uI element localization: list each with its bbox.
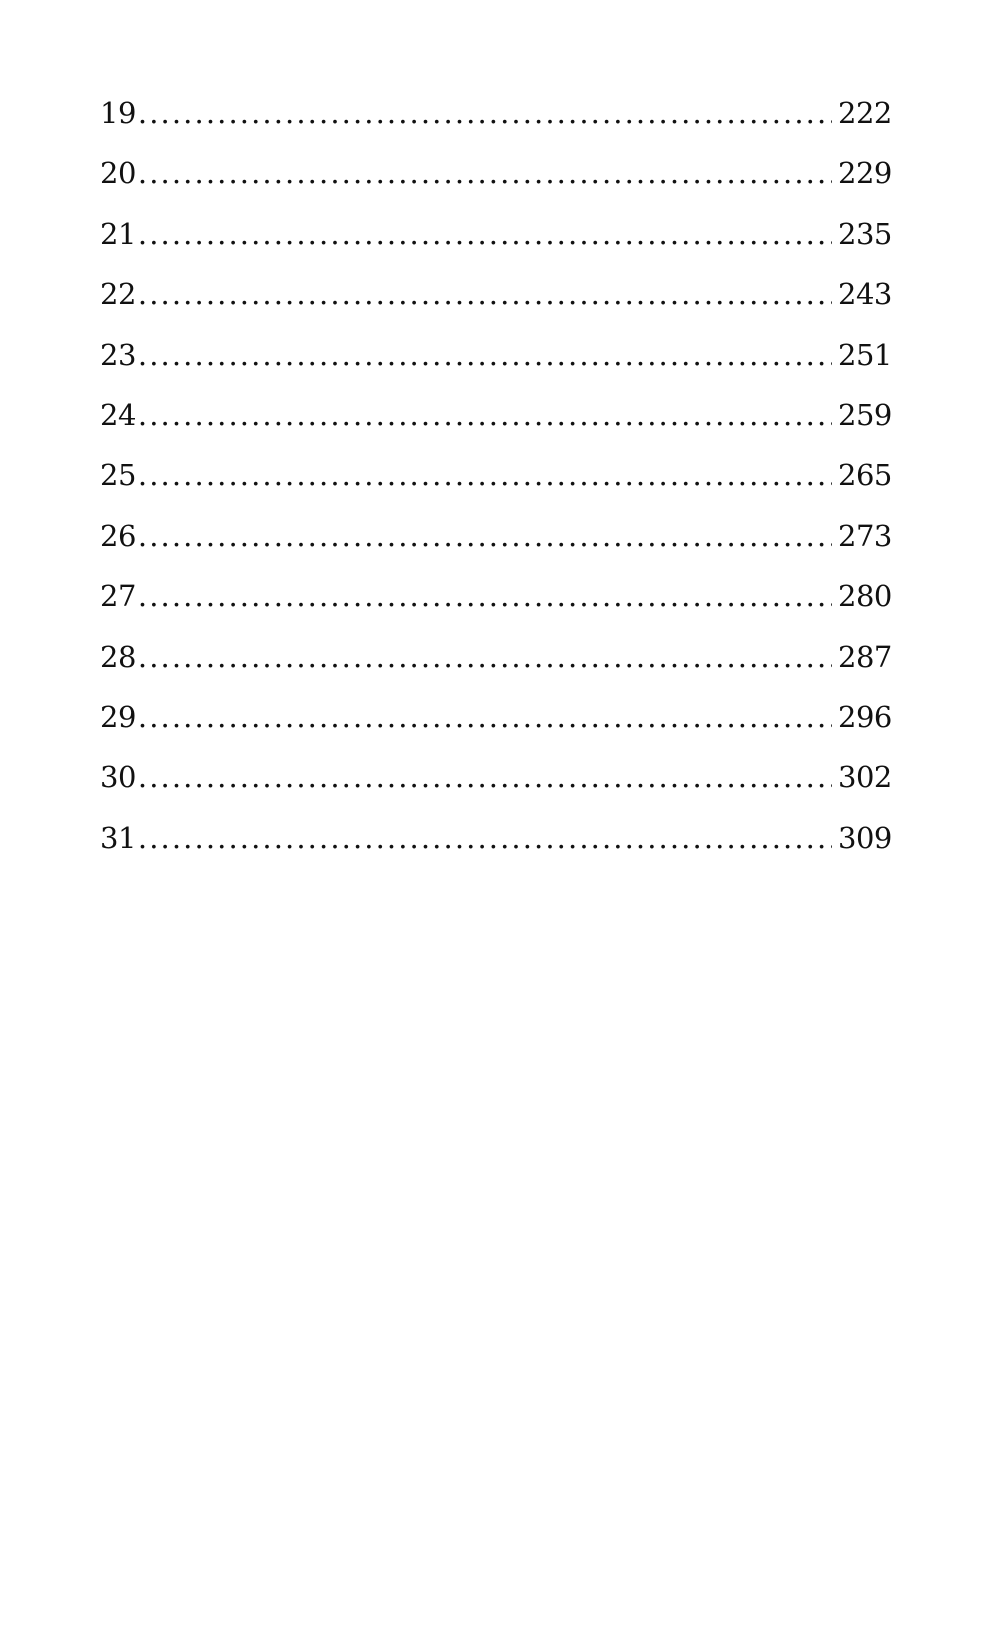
toc-entry <box>100 519 896 579</box>
table-of-contents <box>100 96 896 881</box>
chapter-number: 19 <box>100 96 136 130</box>
page-number: 273 <box>838 518 892 553</box>
dot-leader <box>138 458 832 492</box>
dot-leader <box>138 519 832 553</box>
page-number: 309 <box>838 820 892 855</box>
dot-leader <box>138 338 832 372</box>
page-number: 251 <box>838 337 892 372</box>
page-number: 265 <box>838 458 892 493</box>
dot-leader <box>138 217 832 251</box>
page-number: 296 <box>838 699 892 734</box>
dot-leader <box>138 821 832 855</box>
page-number: 229 <box>838 156 892 191</box>
toc-entry <box>100 96 896 156</box>
toc-entry <box>100 458 896 518</box>
toc-entry <box>100 579 896 639</box>
dot-leader <box>138 700 832 734</box>
chapter-number: 25 <box>100 458 136 493</box>
chapter-number: 23 <box>100 337 136 372</box>
chapter-number: 20 <box>100 156 136 191</box>
toc-entry <box>100 700 896 760</box>
chapter-number: 29 <box>100 699 136 734</box>
chapter-number: 30 <box>100 760 136 795</box>
toc-entry <box>100 760 896 820</box>
chapter-number: 31 <box>100 820 136 855</box>
dot-leader <box>138 96 832 130</box>
page-number: 222 <box>838 96 892 130</box>
dot-leader <box>138 760 832 794</box>
toc-entry <box>100 338 896 398</box>
dot-leader <box>138 277 832 311</box>
chapter-number: 26 <box>100 518 136 553</box>
toc-entry <box>100 156 896 216</box>
dot-leader <box>138 640 832 674</box>
toc-entry <box>100 217 896 277</box>
dot-leader <box>138 579 832 613</box>
page-number: 287 <box>838 639 892 674</box>
page-number: 280 <box>838 579 892 614</box>
page-number: 259 <box>838 397 892 432</box>
dot-leader <box>138 398 832 432</box>
toc-entry <box>100 821 896 881</box>
page-number: 243 <box>838 277 892 312</box>
chapter-number: 27 <box>100 579 136 614</box>
dot-leader <box>138 156 832 190</box>
chapter-number: 24 <box>100 397 136 432</box>
page-number: 235 <box>838 216 892 251</box>
toc-entry <box>100 640 896 700</box>
chapter-number: 28 <box>100 639 136 674</box>
chapter-number: 22 <box>100 277 136 312</box>
toc-entry <box>100 277 896 337</box>
toc-entry <box>100 398 896 458</box>
chapter-number: 21 <box>100 216 136 251</box>
page-number: 302 <box>838 760 892 795</box>
